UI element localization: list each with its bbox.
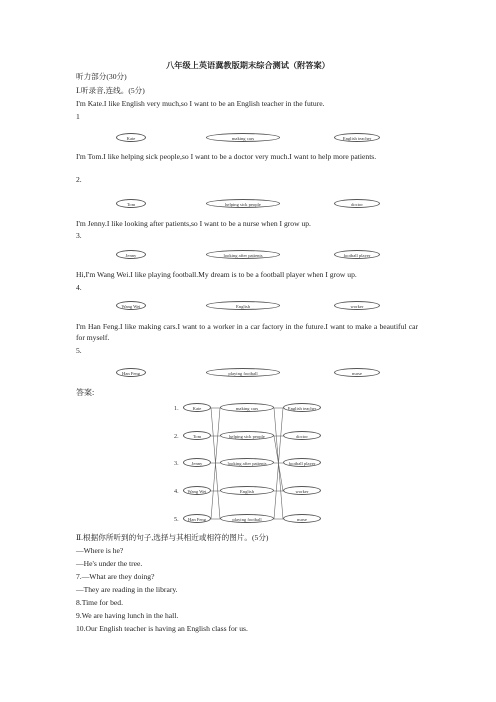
part2-line-1: —Where is he? [76, 546, 124, 555]
answer-row-2-number: 2. [174, 433, 179, 440]
q3-option-1: Jenny [116, 250, 146, 259]
answer-row-2-mid: helping sick people [220, 431, 274, 440]
q1-sentence: I'm Kate.I like English very much,so I want to be an English teacher in the future. [76, 99, 325, 108]
answer-row-4-number: 4. [174, 488, 179, 495]
part2-heading: Ⅱ.根据你所听到的句子,选择与其相近或相符的图片。(5分) [76, 533, 269, 542]
answer-row-5-left: Han Feng [183, 514, 211, 523]
part2-line-4: —They are reading in the library. [76, 585, 178, 594]
q4-option-3: worker [334, 301, 380, 310]
q1-number: 1 [76, 112, 80, 121]
answer-row-3-number: 3. [174, 460, 179, 467]
q5-sentence: I'm Han Feng.I like making cars.I want to a worker in a car factory in the future.I want to make a beautiful car for myself. [76, 322, 418, 342]
part2-line-2: —He's under the tree. [76, 559, 143, 568]
answer-row-5-number: 5. [174, 516, 179, 523]
q3-option-3: football player [334, 250, 380, 259]
answer-row-1-right: English teacher [283, 403, 321, 412]
q3-sentence: I'm Jenny.I like looking after patients,so I want to be a nurse when I grow up. [76, 219, 311, 228]
q5-option-1: Han Feng [116, 368, 146, 377]
answer-row-4-mid: English [220, 486, 274, 495]
q2-sentence: I'm Tom.I like helping sick people,so I want to be a doctor very much.I want to help more patients. [76, 152, 377, 161]
q4-sentence: Hi,I'm Wang Wei.I like playing football.My dream is to be a football player when I grow up. [76, 270, 357, 279]
q1-option-2: making cars [206, 133, 280, 142]
part1-heading: Ⅰ.听录音,连线。(5分) [76, 86, 145, 95]
answer-row-3-right: football player [283, 458, 321, 467]
answer-row-1-left: Kate [183, 403, 211, 412]
q1-option-3: English teacher [334, 133, 380, 142]
answer-row-1-number: 1. [174, 405, 179, 412]
answer-row-3-mid: looking after patients [220, 458, 274, 467]
part2-line-5: 8.Time for bed. [76, 598, 123, 607]
q2-number: 2. [76, 175, 82, 184]
q4-option-2: English [206, 301, 280, 310]
q4-number: 4. [76, 283, 82, 292]
q2-option-2: helping sick people [206, 199, 280, 208]
q3-number: 3. [76, 231, 82, 240]
q3-option-2: looking after patients [206, 250, 280, 259]
part2-line-6: 9.We are having lunch in the hall. [76, 611, 179, 620]
answer-row-2-left: Tom [183, 431, 211, 440]
q5-number: 5. [76, 346, 82, 355]
answer-row-3-left: Jenny [183, 458, 211, 467]
q5-option-2: playing football [206, 368, 280, 377]
answer-row-5-mid: playing football [220, 514, 274, 523]
answer-row-4-left: Wang Wei [183, 486, 211, 495]
page-title: 八年级上英语冀教版期末综合测试（附答案） [166, 61, 330, 70]
q4-option-1: Wang Wei [116, 301, 146, 310]
answer-row-1-mid: making cars [220, 403, 274, 412]
answer-row-4-right: worker [283, 486, 321, 495]
answer-row-2-right: doctor [283, 431, 321, 440]
q1-option-1: Kate [116, 133, 146, 142]
part2-line-7: 10.Our English teacher is having an English class for us. [76, 624, 248, 633]
q2-option-3: doctor [334, 199, 380, 208]
answer-row-5-right: nurse [283, 514, 321, 523]
q5-option-3: nurse [334, 368, 380, 377]
part2-line-3: 7.—What are they doing? [76, 572, 155, 581]
section-listening: 听力部分(30分) [76, 72, 127, 81]
answer-label: 答案: [76, 388, 95, 397]
q2-option-1: Tom [116, 199, 146, 208]
